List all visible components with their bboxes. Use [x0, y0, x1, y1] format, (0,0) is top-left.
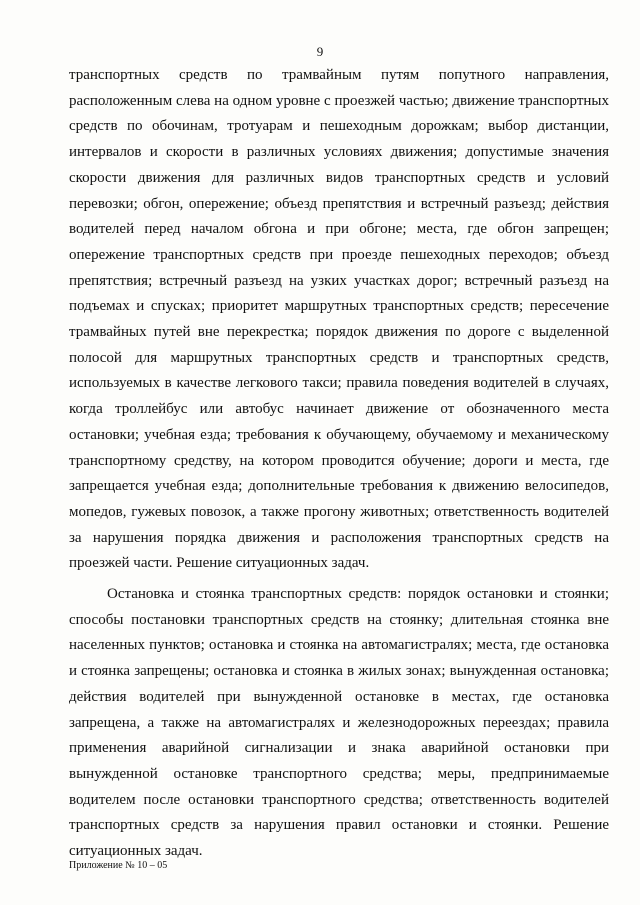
document-body	[69, 63, 609, 865]
page-number: 9	[316, 44, 324, 59]
footer-appendix-label: Приложение № 10 – 05	[69, 860, 168, 871]
paragraph-stopping-parking: Остановка и стоянка транспортных средств: порядок остановки и стоянки; способы постановки транспортных средств на стоянку; длительная стоянка вне населенных пунктов; остановка и стоянка на автомагистралях; места, где остановка и стоянка запрещены; остановка и стоянка в жилых зонах; вынужденная остановка; действия водителей при вынужденной остановке в местах, где остановка запрещена, а также на автомагистралях и железнодорожных переездах; правила применения аварийной сигнализации и знака аварийной остановки при вынужденной остановке транспортного средства; меры, предпринимаемые водителем после остановки транспортного средства; ответственность водителей транспортных средств за нарушения правил остановки и стоянки. Решение ситуационных задач.	[69, 586, 609, 860]
paragraph-traffic-rules: транспортных средств по трамвайным путям попутного направления, расположенным слева на одном уровне с проезжей частью; движение транспортных средств по обочинам, тротуарам и пешеходным дорожкам; выбор дистанции, интервалов и скорости в различных условиях движения; допустимые значения скорости движения для различных видов транспортных средств и условий перевозки; обгон, опережение; объезд препятствия и встречный разъезд; действия водителей перед началом обгона и при обгоне; места, где обгон запрещен; опережение транспортных средств при проезде пешеходных переходов; объезд препятствия; встречный разъезд на узких участках дорог; встречный разъезд на подъемах и спусках; приоритет маршрутных транспортных средств; пересечение трамвайных путей вне перекрестка; порядок движения по дороге с выделенной полосой для маршрутных транспортных средств и транспортных средств, используемых в качестве легкового такси; правила поведения водителей в случаях, когда троллейбус или автобус начинает движение от обозначенного места остановки; учебная езда; требования к обучающему, обучаемому и механическому транспортному средству, на котором проводится обучение; дороги и места, где запрещается учебная езда; дополнительные требования к движению велосипедов, мопедов, гужевых повозок, а также прогону животных; ответственность водителей за нарушения порядка движения и расположения транспортных средств на проезжей части. Решение ситуационных задач.	[69, 67, 609, 572]
